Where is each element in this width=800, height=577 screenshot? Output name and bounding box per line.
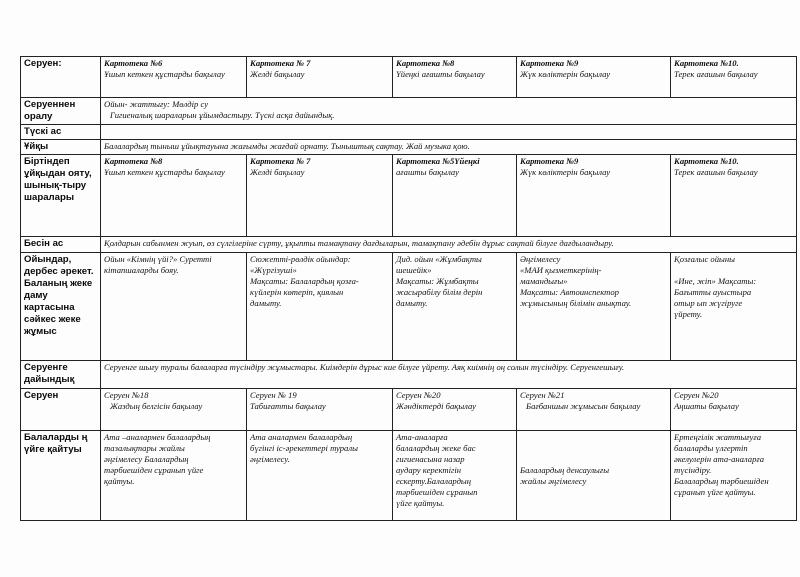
cell-title: Серуен №20 [396,390,441,400]
table-cell [101,253,247,361]
row-label: Біртіндеп ұйқыдан ояту, шынық-тыру шаралары [21,155,101,237]
cell-line: Дид. ойын «Жұмбақты [396,254,482,264]
cell-line: отыр ып жүгіруге [674,298,743,308]
cell-line: Әңгімелесу [520,254,561,264]
cell-body: Жәндіктерді бақылау [396,401,476,411]
cell-line: Ата –аналармен балалардың [104,432,211,442]
cell-line: түсіндіру. [674,465,712,475]
cell-line: тәрбиешіден сұранып үйге [104,465,204,475]
cell-line: Қозғалыс ойыны [674,254,735,264]
daily-plan-table [20,56,797,521]
table-cell [101,155,247,237]
cell-line: жұмысының білімін анықтау. [520,298,632,308]
cell-line [674,265,793,276]
cell-title: Картотека №9 [520,58,579,68]
cell-body: ағашты бақылау [396,167,459,177]
table-cell [247,57,393,98]
cell-line: күйлерін көтеріп, қиялын [250,287,344,297]
table-cell [671,155,797,237]
row-label: Серуеннен оралу [21,98,101,125]
table-cell [517,389,671,431]
table-cell: Серуенге шығу туралы балаларға түсіндіру жұмыстары. Киімдерін дұрыс кие білуге үйрету. Аяқ киімнің оң солын түсіндіру. Серуенгешығу. [101,361,797,389]
cell-line: «МАИ қызметкерінің- [520,265,602,275]
cell-line: Гигиеналық шараларын ұйымдастыру. Түскі асқа дайындық. [110,110,335,120]
cell-title: Картотека №8 [104,156,163,166]
table-cell [671,253,797,361]
cell-line: кітапшаларды бояу. [104,265,179,275]
cell-title: Серуен № 19 [250,390,297,400]
cell-title: Картотека №10. [674,58,739,68]
cell-line: Сюжетті-рөлдік ойындар: «Жүргізуші» [250,254,351,275]
table-cell [393,253,517,361]
cell-line: сұранып үйге қайтуы. [674,487,756,497]
cell-line: Ата аналармен балалардың [250,432,353,442]
cell-title: Картотека №9 [520,156,579,166]
table-row [21,98,797,125]
cell-line: Балалардың денсаулығы [520,464,610,475]
table-cell [517,253,671,361]
table-cell [247,253,393,361]
table-cell: Қолдарын сабынмен жуып, өз сүлгілеріне сүрту, ұқыпты тамақтану дағдыларын, тамақтану әдебін дұрыс сақтай білуге дағдыландыру. [101,237,797,253]
cell-line: тәрбиешіден сұранып [396,487,478,497]
cell-line: Балалардың тәрбиешіден [674,476,769,486]
table-cell [101,57,247,98]
table-cell [517,431,671,521]
cell-line: Бағытты ауыстыра [674,287,752,297]
table-cell [247,389,393,431]
table-row [21,57,797,98]
cell-line: Ойын «Кімнің үйі?» Суретті [104,254,212,264]
cell-line: балалардың жеке бас [396,443,476,453]
cell-title: Картотека №5Үйеңкі [396,156,480,166]
row-label: Серуен: [21,57,101,98]
table-cell [247,431,393,521]
row-label: Түскі ас [21,125,101,140]
cell-line: балаларды үлгертіп [674,443,748,453]
cell-body: Ұшып кеткен құстарды бақылау [104,69,225,79]
row-label: Серуенге дайындық [21,361,101,389]
cell-line: мамандығы» [520,276,568,286]
cell-line: Ата-аналарға [396,432,448,442]
cell-line: Мақсаты: Балалардың қозға- [250,276,359,286]
cell-body: Табиғатты бақылау [250,401,326,411]
cell-line: Ертеңгілік жаттығуға [674,432,761,442]
cell-line: тазалықтары жайлы [104,443,185,453]
table-row [21,125,797,140]
table-cell [671,57,797,98]
row-label: Балаларды ң үйге қайтуы [21,431,101,521]
table-cell [247,155,393,237]
cell-line: ескерту.Балалардың [396,476,472,486]
cell-line: аудару керектігін [396,465,461,475]
cell-body: Жүк көліктерін бақылау [520,69,611,79]
cell-body: Ұшып кеткен құстарды бақылау [104,167,225,177]
table-row [21,389,797,431]
table-row [21,237,797,253]
table-cell [101,98,797,125]
row-label: Ұйқы [21,140,101,155]
cell-line: жайлы әңгімелесу [520,475,587,486]
table-cell [393,389,517,431]
cell-title: Картотека № 7 [250,156,311,166]
cell-line: бүгінгі іс-әрекеттері туралы [250,443,358,453]
table-row [21,253,797,361]
table-cell: Балалардың тыныш ұйықтауына жағымды жағдай орнату. Тыныштық сақтау. Жай музыка қою. [101,140,797,155]
table-row [21,431,797,521]
cell-line: дамыту. [250,298,282,308]
cell-title: Серуен №21 [520,390,565,400]
table-row [21,361,797,389]
cell-line: әкелулерін ата-аналарға [674,454,765,464]
table-cell [393,57,517,98]
cell-title: Серуен №18 [104,390,149,400]
cell-line: үйге қайтуы. [396,498,445,508]
cell-body: Терек ағашын бақылау [674,69,758,79]
table-cell [101,389,247,431]
table-cell [101,125,797,140]
row-label: Бесін ас [21,237,101,253]
table-cell [517,57,671,98]
cell-title: Картотека № 7 [250,58,311,68]
cell-body: Жаздың белгісін бақылау [110,401,203,411]
table-cell [393,431,517,521]
cell-body: Желді бақылау [250,69,305,79]
cell-line: жасырабілу білім дерін [396,287,483,297]
cell-line: шешейік» [396,265,432,275]
cell-body: Терек ағашын бақылау [674,167,758,177]
cell-body: Үйеңкі ағашты бақылау [396,69,485,79]
table-cell [671,389,797,431]
cell-line: қайтуы. [104,476,135,486]
row-label: Серуен [21,389,101,431]
row-label: Ойындар, дербес әрекет. Баланың жеке даму картасына сәйкес жеке жұмыс [21,253,101,361]
cell-line: дамыту. [396,298,428,308]
cell-line: Мақсаты: Автоинспектор [520,287,619,297]
table-cell [517,155,671,237]
cell-title: Картотека №10. [674,156,739,166]
cell-body: Бағбаншын жұмысын бақылау [526,401,641,411]
cell-body: Желді бақылау [250,167,305,177]
cell-line: гигиенасына назар [396,454,465,464]
cell-line: Мақсаты: Жұмбақты [396,276,479,286]
table-row [21,140,797,155]
table-row [21,155,797,237]
cell-line: әңгімелесу Балалардың [104,454,189,464]
cell-line: үйрету. [674,309,703,319]
cell-line: «Ине, жіп» Мақсаты: [674,276,757,286]
cell-line: әңгімелесу. [250,454,290,464]
table-cell [393,155,517,237]
table-cell [101,431,247,521]
cell-line: Ойын- жаттығу: Мөлдір су [104,99,209,109]
cell-title: Картотека №6 [104,58,163,68]
cell-body: Аңшаты бақылау [674,401,739,411]
cell-title: Серуен №20 [674,390,719,400]
table-cell [671,431,797,521]
cell-title: Картотека №8 [396,58,455,68]
cell-body: Жүк көліктерін бақылау [520,167,611,177]
